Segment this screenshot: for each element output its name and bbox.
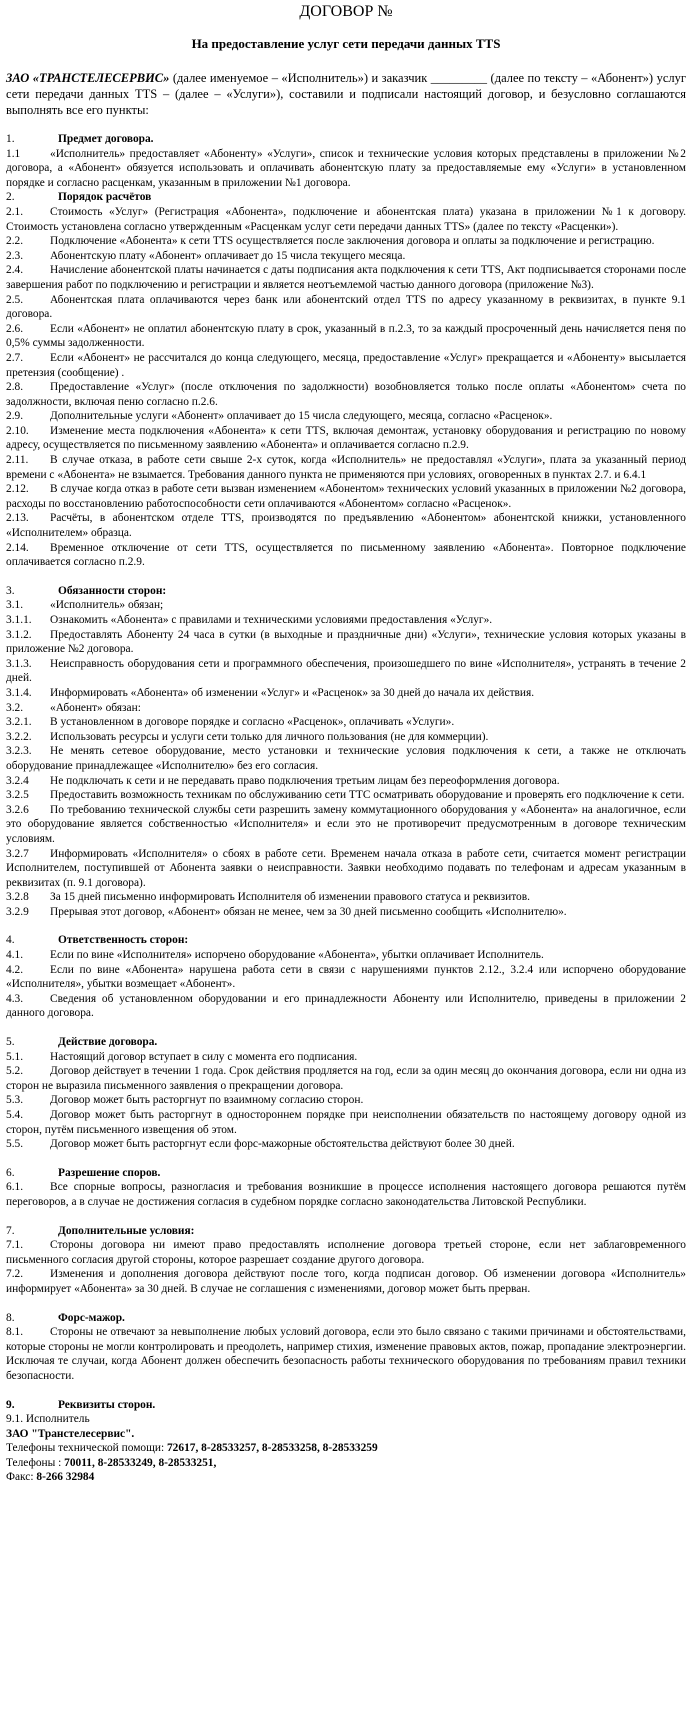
clause-number: 2.7.	[6, 351, 24, 364]
clause-number: 1.1	[6, 147, 21, 160]
clause	[6, 453, 686, 482]
clause	[6, 424, 686, 453]
section-1	[6, 132, 686, 190]
clause-number: 3.2.4	[6, 774, 29, 787]
section-5	[6, 1035, 686, 1166]
clause-number: 3.2.6	[6, 803, 29, 816]
requisites-company: ЗАО "Транстелесервис".	[6, 1427, 135, 1440]
clause-number: 7.2.	[6, 1268, 24, 1281]
section-heading	[6, 1166, 686, 1181]
section-title: Реквизиты сторон.	[58, 1398, 156, 1411]
clause	[6, 686, 686, 701]
section-gap	[6, 1384, 686, 1398]
clause	[6, 657, 686, 686]
clause-text: По требованию технической службы сети разрешить замену коммутационного оборудования у «Абонента» на аналогичное, если это оборудование является собственностью «Исполнителя» и если это не противоречит предусмотренным в договоре техническим условиям.	[6, 803, 686, 845]
section-title: Предмет договора.	[58, 133, 154, 145]
section-gap	[6, 1210, 686, 1224]
clause-number: 3.2.9	[6, 905, 29, 918]
clause-text: Неисправность оборудования сети и программного обеспечения, произошедшего по вине «Исполнителя», устранять в течение 2 дней.	[6, 657, 686, 685]
clause	[6, 905, 686, 920]
clause	[6, 1050, 686, 1065]
clause-number: 5.4.	[6, 1109, 24, 1121]
clause-text: Не подключать к сети и не передавать право подключения третьим лицам без переоформления договора.	[50, 774, 560, 787]
fax-value: 8-266 32984	[36, 1471, 95, 1484]
clause-number: 2.10.	[6, 424, 29, 437]
clause-number: 5.1.	[6, 1050, 24, 1063]
support-phones-value: 72617, 8-28533257, 8-28533258, 8-28533259	[166, 1442, 378, 1455]
section-title: Действие договора.	[58, 1036, 158, 1049]
section-4	[6, 933, 686, 1035]
clause-number: 3.1.3.	[6, 657, 32, 670]
phones	[6, 1456, 686, 1471]
clause-number: 6.1.	[6, 1181, 24, 1194]
clause	[6, 1325, 686, 1383]
clause	[6, 948, 686, 963]
clause-text: «Абонент» обязан:	[50, 701, 141, 714]
clause-number: 2.3.	[6, 249, 24, 262]
section-number: 8.	[6, 1311, 15, 1324]
clause-text: Не менять сетевое оборудование, место установки и технические условия подключения к сети, а также не отключать оборудование принадлежащее «Исполнителю» без его согласия.	[6, 745, 686, 772]
clause	[6, 701, 686, 716]
clause-text: Использовать ресурсы и услуги сети только для личного пользования (не для коммерции).	[50, 730, 489, 743]
clause	[6, 322, 686, 351]
clause-number: 7.1.	[6, 1239, 24, 1252]
section-gap	[6, 1152, 686, 1166]
section-number: 4.	[6, 934, 15, 947]
clause-number: 2.13.	[6, 512, 29, 525]
clause-number: 3.2.7	[6, 847, 29, 860]
phones-label: Телефоны :	[6, 1456, 65, 1469]
clause-number: 4.3.	[6, 992, 24, 1005]
clause-text: Если «Абонент» не оплатил абонентскую плату в срок, указанный в п.2.3, то за каждый просроченный день начисляется пеня по 0,5% суммы задолженности.	[6, 322, 686, 350]
clause	[6, 1267, 686, 1296]
clause	[6, 803, 686, 847]
support-phones	[6, 1441, 686, 1456]
clause-number: 5.5.	[6, 1138, 24, 1151]
section-8	[6, 1311, 686, 1398]
clause	[6, 482, 686, 511]
section-2	[6, 190, 686, 583]
phones-value: 70011, 8-28533249, 8-28533251,	[64, 1456, 217, 1469]
section-number: 7.	[6, 1224, 15, 1237]
clause-number: 3.2.8	[6, 891, 29, 904]
clause-text: Если по вине «Исполнителя» испорчено оборудование «Абонента», убытки оплачивает Исполнитель.	[50, 949, 544, 962]
clause-number: 2.12.	[6, 483, 29, 496]
clause-text: Информировать «Абонента» об изменении «Услуг» и «Расценок» за 30 дней до начала их действия.	[50, 686, 535, 699]
section-number: 6.	[6, 1166, 15, 1179]
clause-text: Прерывая этот договор, «Абонент» обязан не менее, чем за 30 дней письменно сообщить «Исполнителю».	[50, 905, 567, 918]
section-number: 2.	[6, 191, 15, 204]
clause-text: Договор может быть расторгнут по взаимному согласию сторон.	[50, 1094, 364, 1107]
section-heading	[6, 1224, 686, 1239]
clause-text: Начисление абонентской платы начинается с даты подписания акта подключения к сети TTS, Акт подписывается сторонами после завершения работ по подключению и регистрации и является неотъемлемой частью данного договора (приложение №3).	[6, 264, 686, 291]
clause-number: 2.6.	[6, 322, 24, 335]
clause-text: Стороны не отвечают за невыполнение любых условий договора, если это было связано с такими причинами и обстоятельствами, которые стороны не могли контролировать и преодолеть, например стихия, изменение правовых актов, пожар, пропадание электроэнергии. Исключая те случаи, когда Абонент должен обеспечить безопасность работы технического оборудования по требованиям правил техники безопасности.	[6, 1326, 686, 1382]
clause-number: 3.1.4.	[6, 686, 32, 699]
clause-number: 5.3.	[6, 1094, 24, 1107]
clause-number: 3.2.1.	[6, 716, 32, 729]
section-title: Обязанности сторон:	[58, 584, 167, 597]
clause	[6, 263, 686, 292]
clause-text: Информировать «Исполнителя» о сбоях в работе сети. Временем начала отказа в работе сети, считается момент регистрации Исполнителем, поступившей от Абонента заявки о неисправности. Заявки необходимо подавать по телефонам и адресам указанным в реквизитах (п. 9.1 договора).	[6, 847, 686, 889]
support-phones-label: Телефоны технической помощи:	[6, 1442, 167, 1455]
contract-sections	[6, 132, 686, 1398]
clause-text: Договор действует в течении 1 года. Срок действия продляется на год, если за один месяц до окончания договора, если ни одна из сторон не выразила письменного заявления о прекращении договора.	[6, 1065, 686, 1092]
clause	[6, 1137, 686, 1152]
fax	[6, 1470, 686, 1485]
clause-number: 2.2.	[6, 235, 24, 248]
clause	[6, 992, 686, 1021]
clause-number: 2.1.	[6, 205, 24, 218]
clause-number: 3.1.2.	[6, 628, 32, 641]
clause-number: 3.1.1.	[6, 614, 32, 626]
clause-text: Ознакомить «Абонента» с правилами и техническими условиями предоставления «Услуг».	[50, 614, 493, 626]
clause	[6, 890, 686, 905]
document-title: ДОГОВОР №	[299, 3, 393, 20]
clause-text: Настоящий договор вступает в силу с момента его подписания.	[50, 1050, 358, 1063]
clause	[6, 380, 686, 409]
section-title: Ответственность сторон:	[58, 934, 189, 947]
clause-text: В случае отказа, в работе сети свыше 2-х суток, когда «Исполнитель» не предоставлял «Услуги», плата за указанный период времени с «Абонента» не взымается. Требования данного пункта не применяются при условиях, оговоренных в пунктах 2.7. и 6.4.1	[6, 454, 686, 481]
clause-text: Изменения и дополнения договора действуют после того, когда подписан договор. Об изменении договора «Исполнитель» информирует «Абонента» за 30 дней. В случае не соглашения с изменениями, договор может быть прерван.	[6, 1268, 686, 1295]
section-title: Порядок расчётов	[58, 191, 152, 204]
section-title: Форс-мажор.	[58, 1311, 125, 1324]
section-heading	[6, 132, 686, 147]
section-heading	[6, 190, 686, 205]
clause-number: 2.14.	[6, 541, 29, 554]
clause	[6, 1108, 686, 1137]
clause-text: В установленном в договоре порядке и согласно «Расценок», оплачивать «Услуги».	[50, 716, 455, 729]
clause-text: Подключение «Абонента» к сети TTS осуществляется после заключения договора и оплаты за подключение и регистрацию.	[50, 235, 655, 248]
section-heading	[6, 933, 686, 948]
clause	[6, 715, 686, 730]
clause-text: Абонентскую плату «Абонент» оплачивает до 15 числа текущего месяца.	[50, 249, 406, 262]
clause	[6, 205, 686, 234]
clause	[6, 730, 686, 745]
company-name: ЗАО «ТРАНСТЕЛЕСЕРВИС»	[6, 71, 170, 85]
section-gap	[6, 1021, 686, 1035]
clause-text: Предоставить возможность техникам по обслуживанию сети ТТС осматривать оборудование и проверять его подключение к сети.	[50, 789, 685, 802]
clause-text: Все спорные вопросы, разногласия и требования возникшие в процессе исполнения настоящего договора решаются путём переговоров, а в случае не достижения согласия в судебном порядке согласно законодательства Литовской Республики.	[6, 1181, 686, 1208]
clause-number: 5.2.	[6, 1065, 24, 1078]
clause	[6, 1064, 686, 1093]
section-7	[6, 1224, 686, 1311]
section-heading	[6, 584, 686, 599]
clause	[6, 1180, 686, 1209]
clause-text: Расчёты, в абонентском отделе TTS, производятся по предъявлению «Абонентом» абонентской книжки, установленного «Исполнителем» образца.	[6, 512, 686, 540]
clause	[6, 147, 686, 191]
clause-text: Договор может быть расторгнут если форс-мажорные обстоятельства действуют более 30 дней.	[50, 1138, 515, 1151]
clause-text: В случае когда отказ в работе сети вызван изменением «Абонентом» технических условий указанных в приложении №2 договора, расходы по восстановлению работоспособности сети оплачиваются «Абонентом» согласно «Расценок».	[6, 483, 686, 510]
clause	[6, 628, 686, 657]
clause-number: 4.1.	[6, 949, 24, 962]
clause-number: 3.1.	[6, 599, 24, 612]
clause-number: 2.8.	[6, 381, 24, 394]
clause-text: Дополнительные услуги «Абонент» оплачивает до 15 числа следующего, месяца, согласно «Расценок».	[50, 410, 553, 423]
clause	[6, 293, 686, 322]
clause-text: Абонентская плата оплачиваются через банк или абонентский отдел TTS по адресу указанному в реквизитах, в пункте 9.1 договора.	[6, 293, 686, 321]
clause-number: 2.9.	[6, 410, 24, 423]
clause	[6, 847, 686, 891]
section-heading	[6, 1398, 686, 1413]
clause-number: 3.2.3.	[6, 745, 32, 758]
clause-number: 3.2.2.	[6, 730, 32, 743]
document-subtitle: На предоставление услуг сети передачи данных TTS	[191, 36, 501, 51]
clause-number: 3.2.	[6, 701, 24, 714]
clause	[6, 409, 686, 424]
clause-text: Предоставлять Абоненту 24 часа в сутки (в выходные и праздничные дни) «Услуги», технические условия которых указаны в приложение №2 договора.	[6, 628, 686, 656]
clause-text: Сведения об установленном оборудовании и его принадлежности Абоненту или Исполнителю, приведены в приложении 2 данного договора.	[6, 992, 686, 1020]
clause	[6, 788, 686, 803]
clause-text: «Исполнитель» предоставляет «Абоненту» «Услуги», список и технические условия которых представлены в приложении №2 договора, а «Абонент» обязуется использовать и оплачивать абонентскую плату за предоставляемые ему «Услуги» в установленном порядке и согласно расценкам, указанным в приложении №1 договора.	[6, 147, 686, 189]
clause-number: 8.1.	[6, 1326, 24, 1339]
clause	[6, 1238, 686, 1267]
section-number: 9.	[6, 1398, 15, 1411]
clause	[6, 234, 686, 249]
clause-text: Временное отключение от сети TTS, осуществляется по письменному заявлению «Абонента». Повторное подключение оплачивается согласно п.2.9.	[6, 541, 686, 569]
intro-text: (далее именуемое – «Исполнитель») и заказчик _________ (далее по тексту – «Абонент») услуг сети передачи данных TTS – (далее – «Услуги»), составили и подписали настоящий договор, и безусловно соглашаются выполнять все его пункты:	[6, 71, 686, 117]
section-title: Дополнительные условия:	[58, 1224, 195, 1237]
section-heading	[6, 1035, 686, 1050]
clause	[6, 511, 686, 540]
section-number: 3.	[6, 584, 15, 597]
clause	[6, 963, 686, 992]
section-gap	[6, 570, 686, 584]
section-6	[6, 1166, 686, 1224]
section-heading	[6, 1311, 686, 1326]
clause	[6, 613, 686, 628]
requisites-sub: 9.1. Исполнитель	[6, 1413, 90, 1426]
clause-number: 3.2.5	[6, 789, 29, 802]
clause	[6, 744, 686, 773]
clause	[6, 1093, 686, 1108]
clause	[6, 598, 686, 613]
clause-text: Если по вине «Абонента» нарушена работа сети в связи с нарушениями пунктов 2.12., 3.2.4 или испорчено оборудование «Исполнителя», убытки возмещает «Абонент».	[6, 963, 686, 991]
intro-paragraph	[6, 70, 686, 118]
clause-text: Договор может быть расторгнут в одностороннем порядке при неисполнении обязательств по настоящему договору одной из сторон, путём письменного извещения об этом.	[6, 1109, 686, 1136]
section-3	[6, 584, 686, 934]
clause	[6, 249, 686, 264]
section-number: 5.	[6, 1036, 15, 1049]
clause-text: Стороны договора ни имеют право предоставлять исполнение договора третьей стороне, если нет заблаговременного письменного согласия другой стороны, которое разрешает создание другого договора.	[6, 1239, 686, 1266]
clause-text: Стоимость «Услуг» (Регистрация «Абонента», подключение и абонентская плата) указана в приложении №1 к договору. Стоимость установлена согласно утвержденным «Расценкам услуг сети передачи данных TTS» (далее по тексту «Расценки»).	[6, 205, 686, 233]
clause-number: 2.5.	[6, 293, 24, 306]
clause-number: 2.11.	[6, 454, 29, 467]
clause	[6, 541, 686, 570]
clause-number: 4.2.	[6, 963, 24, 976]
section-number: 1.	[6, 133, 15, 145]
clause	[6, 351, 686, 380]
section-gap	[6, 1297, 686, 1311]
section-title: Разрешение споров.	[58, 1166, 161, 1179]
clause-text: Предоставление «Услуг» (после отключения по задолжности) возобновляется только после оплаты «Абонентом» счета по задолжности, включая пеню согласно п.2.6.	[6, 381, 686, 408]
clause-number: 2.4.	[6, 264, 24, 277]
clause-text: За 15 дней письменно информировать Исполнителя об изменении правового статуса и реквизитов.	[50, 891, 530, 904]
fax-label: Факс:	[6, 1471, 37, 1484]
clause-text: Изменение места подключения «Абонента» к сети TTS, включая демонтаж, установку оборудования и регистрацию по новому адресу, осуществляется по письменному заявлению «Абонента» и оплачивается согласно п.2.9.	[6, 424, 686, 452]
clause-text: «Исполнитель» обязан;	[50, 599, 164, 612]
section-gap	[6, 919, 686, 933]
requisites-section	[6, 1398, 686, 1486]
clause-text: Если «Абонент» не рассчитался до конца следующего, месяца, предоставление «Услуг» прекращается и «Абоненту» высылается претензия (сообщение) .	[6, 351, 686, 379]
clause	[6, 774, 686, 789]
